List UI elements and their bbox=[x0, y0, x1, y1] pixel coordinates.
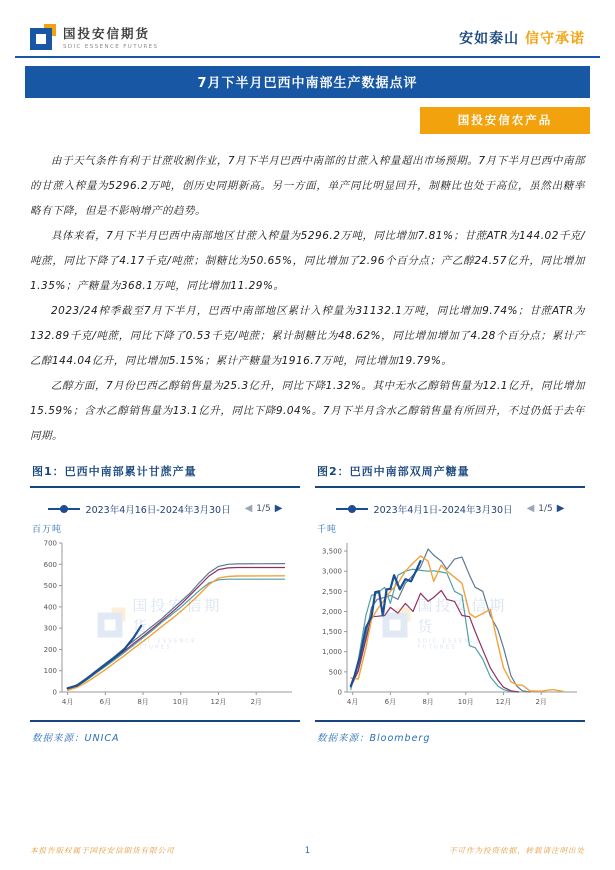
svg-text:500: 500 bbox=[43, 582, 57, 591]
footer-disclaimer: 不可作为投资依据，转载请注明出处 bbox=[449, 846, 586, 855]
svg-text:6月: 6月 bbox=[99, 698, 112, 706]
footer-copyright: 本报告版权属于国投安信期货有限公司 bbox=[30, 846, 175, 855]
svg-text:6月: 6月 bbox=[384, 698, 397, 706]
chart-2-source: 数据来源：Bloomberg bbox=[317, 733, 431, 744]
paragraph-4: 乙醇方面，7月份巴西乙醇销售量为25.3亿升，同比下降1.32%。其中无水乙醇销售量为12.1亿升，同比增加15.59%；含水乙醇销售量为13.1亿升，同比下降9.04%。7月下半月含水乙醇销售量有所回升，不过仍低于去年同期。 bbox=[30, 380, 585, 442]
paragraph-2: 具体来看，7月下半月巴西中南部地区甘蔗入榨量为5296.2万吨，同比增加7.81%；甘蔗ATR为144.02千克/吨蔗，同比下降了4.17千克/吨蔗；制糖比为50.65%，同比增加了2.96个百分点；产乙醇24.57亿升，同比增加1.35%；产糖量为368.1万吨，同比增加11.29%。 bbox=[30, 230, 585, 292]
svg-text:4月: 4月 bbox=[61, 698, 74, 706]
legend-line-dot-icon bbox=[48, 504, 80, 514]
svg-text:1,000: 1,000 bbox=[321, 648, 342, 657]
svg-text:3,000: 3,000 bbox=[321, 567, 342, 576]
chart-1-source: 数据来源：UNICA bbox=[32, 733, 120, 744]
svg-text:12月: 12月 bbox=[210, 698, 227, 706]
watermark-brand: 国投安信期货 bbox=[132, 596, 223, 636]
prev-page-icon[interactable]: ◀ bbox=[526, 503, 535, 514]
svg-text:2,500: 2,500 bbox=[321, 587, 342, 596]
svg-text:0: 0 bbox=[52, 688, 57, 697]
chart-2-title: 图2：巴西中南部双周产糖量 bbox=[315, 461, 585, 488]
header-divider bbox=[15, 56, 600, 58]
chart-1-divider bbox=[30, 720, 300, 722]
chart-1-canvas bbox=[30, 537, 300, 716]
chart-1-y-axis-unit: 百万吨 bbox=[32, 525, 63, 535]
slogan-blue: 安如泰山 bbox=[459, 31, 520, 47]
chart-2-legend-label: 2023年4月1日-2024年3月30日 bbox=[373, 505, 513, 516]
svg-text:0: 0 bbox=[337, 688, 342, 697]
chart-2-divider bbox=[315, 720, 585, 722]
watermark-brand-en: SDIC ESSENCE FUTURES bbox=[417, 638, 482, 651]
chart-2-legend bbox=[315, 502, 585, 516]
svg-text:3,500: 3,500 bbox=[321, 547, 342, 556]
svg-text:600: 600 bbox=[43, 560, 57, 569]
page-number: 1 bbox=[304, 845, 311, 856]
svg-text:1,500: 1,500 bbox=[321, 628, 342, 637]
chart-1 bbox=[30, 461, 300, 744]
chart-2 bbox=[315, 461, 585, 744]
svg-text:10月: 10月 bbox=[172, 698, 189, 706]
watermark-brand: 国投安信期货 bbox=[417, 596, 508, 636]
slogan-orange: 信守承诺 bbox=[525, 31, 585, 47]
brand-name: 国投安信期货 bbox=[63, 26, 151, 41]
report-body bbox=[30, 149, 585, 449]
page-footer bbox=[0, 845, 615, 856]
svg-text:10月: 10月 bbox=[457, 698, 474, 706]
svg-text:2月: 2月 bbox=[535, 698, 547, 706]
svg-text:100: 100 bbox=[43, 667, 57, 676]
chart-2-pager bbox=[527, 504, 565, 514]
legend-line-dot-icon bbox=[336, 504, 368, 514]
department-badge: 国投安信农产品 bbox=[420, 107, 590, 134]
paragraph-1: 由于天气条件有利于甘蔗收割作业，7月下半月巴西中南部的甘蔗入榨量超出市场预期。7月下半月巴西中南部的甘蔗入榨量为5296.2万吨，创历史同期新高。另一方面，单产同比明显回升，制糖比也处于高位，虽然出糖率略有下降，但是不影响增产的趋势。 bbox=[30, 155, 585, 217]
svg-text:300: 300 bbox=[43, 624, 57, 633]
next-page-icon[interactable]: ▶ bbox=[556, 503, 565, 514]
chart-2-canvas bbox=[315, 537, 585, 716]
svg-text:8月: 8月 bbox=[422, 698, 434, 706]
chart-1-legend bbox=[30, 502, 300, 516]
svg-text:2月: 2月 bbox=[250, 698, 262, 706]
chart-1-legend-label: 2023年4月16日-2024年3月30日 bbox=[85, 505, 231, 516]
svg-text:500: 500 bbox=[328, 668, 342, 677]
svg-text:700: 700 bbox=[43, 539, 57, 548]
header bbox=[0, 0, 615, 56]
watermark-brand-en: SDIC ESSENCE FUTURES bbox=[132, 638, 197, 651]
next-page-icon[interactable]: ▶ bbox=[274, 503, 283, 514]
chart-1-plot bbox=[30, 537, 300, 716]
paragraph-3: 2023/24榨季截至7月下半月，巴西中南部地区累计入榨量为31132.1万吨，同比增加9.74%；甘蔗ATR为132.89千克/吨蔗，同比下降了0.53千克/吨蔗；累计制糖比为48.62%，同比增加增加了4.28个百分点；累计产乙醇144.04亿升，同比增加5.15%；累计产糖量为1916.7万吨，同比增加19.79%。 bbox=[30, 305, 585, 367]
svg-text:2,000: 2,000 bbox=[321, 607, 342, 616]
chart-2-plot bbox=[315, 537, 585, 716]
slogan bbox=[459, 28, 585, 50]
charts-section bbox=[30, 461, 585, 744]
chart-1-title: 图1：巴西中南部累计甘蔗产量 bbox=[30, 461, 300, 488]
brand-name-en: SDIC ESSENCE FUTURES bbox=[63, 44, 159, 50]
chart-2-y-axis-unit: 千吨 bbox=[317, 525, 338, 535]
chart-1-page-indicator: 1/5 bbox=[256, 504, 271, 514]
svg-text:400: 400 bbox=[43, 603, 57, 612]
prev-page-icon[interactable]: ◀ bbox=[244, 503, 253, 514]
chart-2-page-indicator: 1/5 bbox=[538, 504, 553, 514]
chart-1-pager bbox=[245, 504, 283, 514]
svg-text:12月: 12月 bbox=[495, 698, 512, 706]
company-logo bbox=[30, 24, 158, 50]
svg-text:200: 200 bbox=[43, 645, 57, 654]
svg-text:4月: 4月 bbox=[346, 698, 359, 706]
logo-icon bbox=[30, 24, 56, 50]
report-title-banner: 7月下半月巴西中南部生产数据点评 bbox=[25, 66, 590, 98]
svg-text:8月: 8月 bbox=[137, 698, 149, 706]
